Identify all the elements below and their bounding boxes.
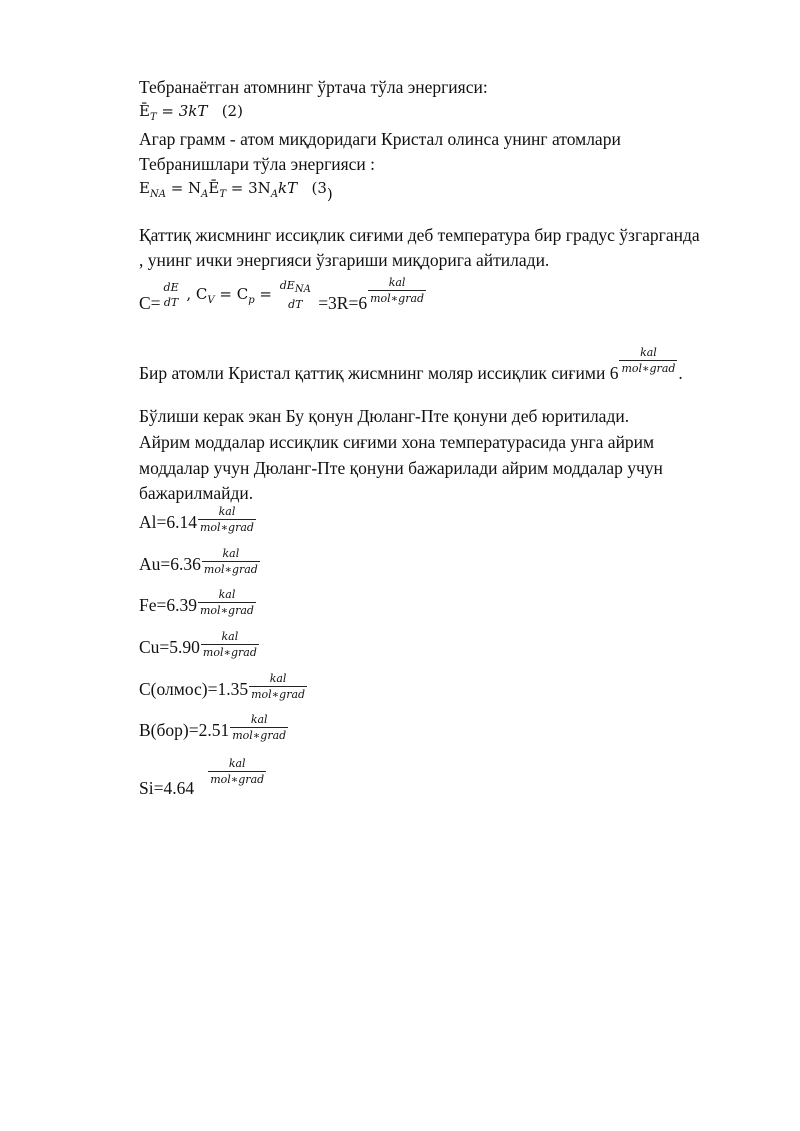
paragraph-5-line-3: моддалар учун Дюланг-Пте қонуни бажарилади айрим моддалар учун (139, 458, 663, 478)
eq3-part-2: = 3N (226, 179, 271, 197)
equation-3 (139, 177, 333, 206)
unit-numerator: kal (269, 672, 287, 686)
paragraph-3-line-2: , унинг ички энергияси ўзгариши миқдорига айтилади. (139, 250, 550, 270)
eq3-e: E (139, 179, 150, 197)
element-unit (208, 756, 266, 787)
unit-denominator: mol∗grad (232, 729, 287, 743)
paragraph-4-text: Бир атомли Кристал қаттиқ жисмнинг моляр иссиқлик сиғими 6 (139, 363, 619, 383)
paragraph-5-line-1: Бўлиши керак экан Бу қонун Дюланг-Пте қонуни деб юритилади. (139, 406, 630, 426)
unit-numerator: kal (228, 757, 246, 771)
eq4-f1-den: dT (163, 295, 179, 309)
element-row-si (139, 754, 267, 798)
element-unit (198, 587, 256, 618)
unit-numerator: kal (222, 547, 240, 561)
element-unit (230, 712, 288, 743)
eq3-na2-sub: A (270, 189, 279, 200)
eq2-sub: T (149, 112, 157, 123)
element-label: B(бор)=2.51 (139, 720, 230, 740)
unit-denominator: mol∗grad (202, 646, 257, 660)
equation-2 (139, 100, 243, 129)
eq2-symbol: Ē (139, 102, 150, 120)
unit-denominator: mol∗grad (370, 292, 425, 306)
eq4-cv-sub: V (207, 295, 215, 306)
element-label: Si=4.64 (139, 778, 195, 798)
paragraph-5-line-4: бажарилмайди. (139, 483, 254, 503)
eq3-et: Ē (208, 179, 220, 197)
element-label: Cu=5.90 (139, 637, 200, 657)
paragraph-5-line-2: Айрим моддалар иссиқлик сиғими хона температурасида унга айрим (139, 432, 655, 452)
unit-numerator: kal (640, 346, 657, 360)
paragraph-intro: Тебранаётган атомнинг ўртача тўла энергияси: (139, 77, 488, 97)
element-unit (201, 629, 259, 660)
unit-numerator: kal (221, 630, 239, 644)
element-row-b (139, 711, 289, 749)
paragraph-4-period: . (678, 363, 683, 383)
eq3-na-sub: A (201, 189, 209, 200)
eq4-fraction-1 (162, 280, 181, 310)
paragraph-4 (139, 348, 683, 384)
element-label: Fe=6.39 (139, 595, 197, 615)
element-row-al (139, 503, 257, 541)
element-label: C(олмос)=1.35 (139, 679, 249, 699)
eq4-cp: = C (214, 285, 249, 303)
eq3-et-sub: T (219, 189, 227, 200)
unit-denominator: mol∗grad (203, 563, 258, 577)
element-unit (202, 546, 260, 577)
eq3-e-sub: NA (149, 189, 166, 200)
eq4-unit (368, 275, 426, 306)
element-label: Al=6.14 (139, 512, 197, 532)
paragraph-2-line-2: Тебранишлари тўла энергияси : (139, 154, 376, 174)
element-row-fe (139, 586, 257, 624)
eq4-tail: =3R=6 (318, 293, 368, 313)
element-row-cu (139, 628, 260, 666)
eq3-number: (3 (311, 179, 327, 197)
unit-numerator: kal (250, 713, 268, 727)
eq4-f1-num: dE (163, 280, 179, 294)
unit-numerator: kal (388, 276, 406, 290)
eq2-number: (2) (221, 102, 243, 120)
eq4-cv: , C (181, 285, 208, 303)
element-row-au (139, 545, 261, 583)
unit-denominator: mol∗grad (210, 773, 265, 787)
element-row-c-diamond (139, 670, 308, 708)
unit-denominator: mol∗grad (251, 688, 306, 702)
eq4-cp-sub: p (248, 295, 255, 306)
element-unit (198, 504, 256, 535)
eq4-eq: = (254, 285, 277, 303)
unit-numerator: kal (218, 505, 236, 519)
unit-numerator: kal (218, 588, 236, 602)
equation-4 (139, 276, 427, 318)
eq4-f2-num-sub: NA (294, 284, 311, 296)
paragraph-4-unit (619, 345, 677, 376)
eq3-part-1: = N (165, 179, 202, 197)
unit-denominator: mol∗grad (200, 604, 254, 618)
unit-denominator: mol∗grad (621, 362, 676, 376)
eq3-number-close: ) (326, 185, 333, 203)
eq4-c: C= (139, 293, 161, 313)
eq3-kt: kT (278, 179, 298, 197)
eq4-f2-num: dE (279, 278, 295, 292)
element-label: Au=6.36 (139, 554, 201, 574)
eq4-f2-den: dT (288, 298, 303, 312)
paragraph-3-line-1: Қаттиқ жисмнинг иссиқлик сиғими деб температура бир градус ўзгарганда (139, 225, 700, 245)
eq2-rhs: = 3kT (156, 102, 208, 120)
element-unit (249, 671, 307, 702)
unit-denominator: mol∗grad (200, 521, 254, 535)
eq4-fraction-2 (278, 278, 313, 312)
paragraph-2-line-1: Агар грамм - атом миқдоридаги Кристал олинса унинг атомлари (139, 129, 621, 149)
